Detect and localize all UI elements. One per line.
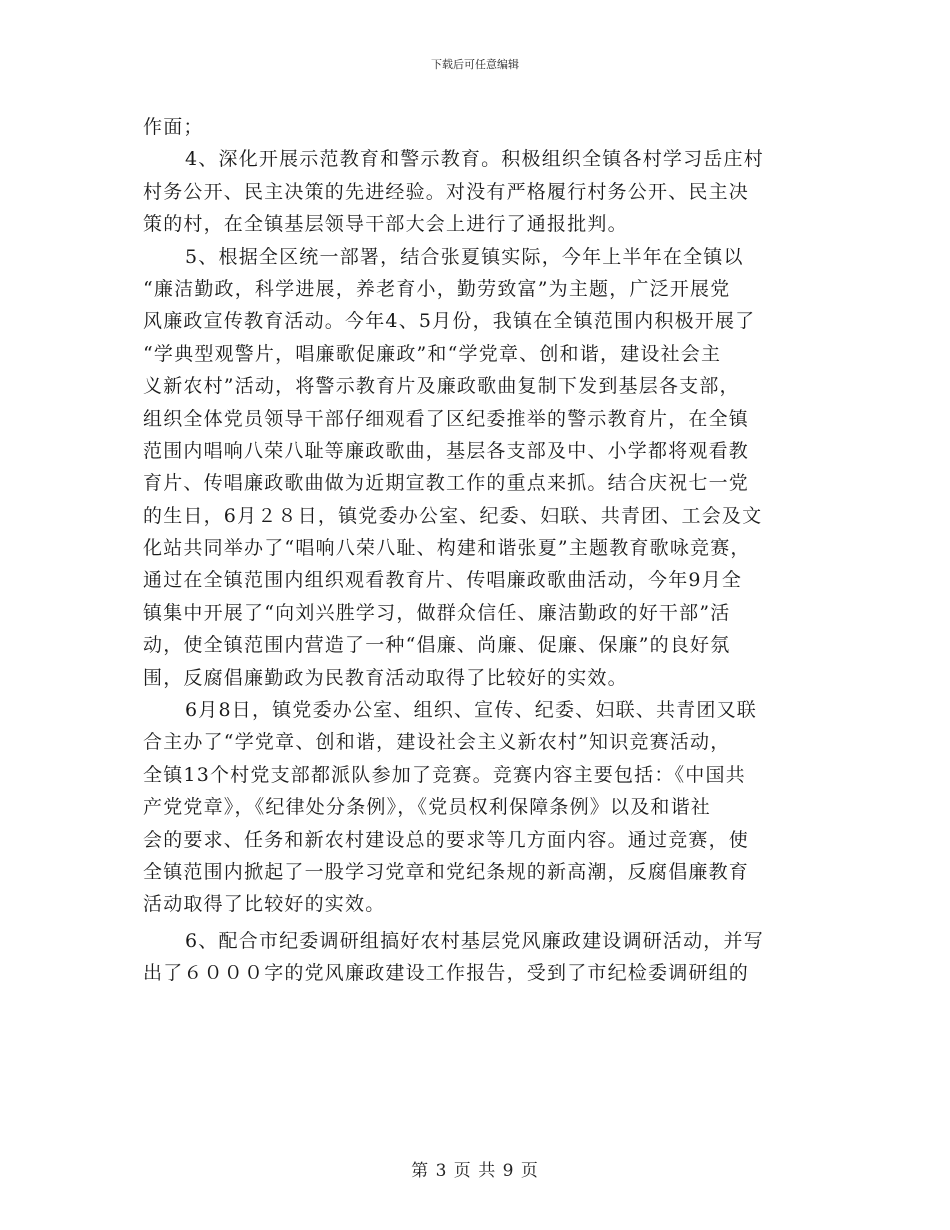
text-line: 化站共同举办了“唱响八荣八耻、构建和谐张夏”主题教育歌咏竞赛， <box>143 537 751 560</box>
paragraph-start-line: 6月8日，镇党委办公室、组织、宣传、纪委、妇联、共青团又联 <box>185 699 757 722</box>
text-line: 村务公开、民主决策的先进经验。对没有严格履行村务公开、民主决 <box>143 180 750 203</box>
text-line: 组织全体党员领导干部仔细观看了区纪委推举的警示教育片，在全镇 <box>143 407 750 430</box>
text-line: 全镇13个村党支部都派队参加了竞赛。竞赛内容主要包括：《中国共 <box>143 763 746 786</box>
text-line: “廉洁勤政，科学进展，养老育小，勤劳致富”为主题，广泛开展党 <box>143 277 731 300</box>
text-line: “学典型观警片，唱廉歌促廉政”和“学党章、创和谐，建设社会主 <box>143 342 722 365</box>
page-number-footer: 第 3 页 共 9 页 <box>411 1161 539 1181</box>
paragraph-start-line: 5、根据全区统一部署，结合张夏镇实际，今年上半年在全镇以 <box>185 245 744 268</box>
text-line: 镇集中开展了“向刘兴胜学习，做群众信任、廉洁勤政的好干部”活 <box>143 601 731 624</box>
text-line: 义新农村”活动，将警示教育片及廉政歌曲复制下发到基层各支部， <box>143 375 740 398</box>
text-line: 合主办了“学党章、创和谐，建设社会主义新农村”知识竞赛活动， <box>143 731 731 754</box>
text-line: 全镇范围内掀起了一股学习党章和党纪条规的新高潮，反腐倡廉教育 <box>143 860 750 883</box>
text-line: 作面； <box>143 116 204 138</box>
text-line: 动，使全镇范围内营造了一种“倡廉、尚廉、促廉、保廉”的良好氛 <box>143 634 731 657</box>
text-line: 风廉政宣传教育活动。今年4、5月份，我镇在全镇范围内积极开展了 <box>143 310 756 333</box>
text-line: 出了６０００字的党风廉政建设工作报告，受到了市纪检委调研组的 <box>143 962 750 985</box>
document-body <box>143 111 807 990</box>
paragraph-start-line: 6、配合市纪委调研组搞好农村基层党风廉政建设调研活动，并写 <box>185 929 764 952</box>
text-line: 通过在全镇范围内组织观看教育片、传唱廉政歌曲活动，今年9月全 <box>143 569 743 592</box>
text-line: 的生日，6月２８日，镇党委办公室、纪委、妇联、共青团、工会及文 <box>143 504 763 527</box>
text-line: 围，反腐倡廉勤政为民教育活动取得了比较好的实效。 <box>143 666 628 689</box>
text-line: 育片、传唱廉政歌曲做为近期宣教工作的重点来抓。结合庆祝七一党 <box>143 472 750 495</box>
text-line: 会的要求、任务和新农村建设总的要求等几方面内容。通过竞赛，使 <box>143 828 750 851</box>
paragraph-start-line: 4、深化开展示范教育和警示教育。积极组织全镇各村学习岳庄村 <box>185 148 764 171</box>
text-line: 范围内唱响八荣八耻等廉政歌曲，基层各支部及中、小学都将观看教 <box>143 439 750 462</box>
text-line: 产党党章》，《纪律处分条例》，《党员权利保障条例》以及和谐社 <box>143 796 712 819</box>
text-line: 策的村，在全镇基层领导干部大会上进行了通报批判。 <box>143 213 628 236</box>
text-line: 活动取得了比较好的实效。 <box>143 893 386 916</box>
page-header: 下载后可任意编辑 <box>431 58 519 71</box>
